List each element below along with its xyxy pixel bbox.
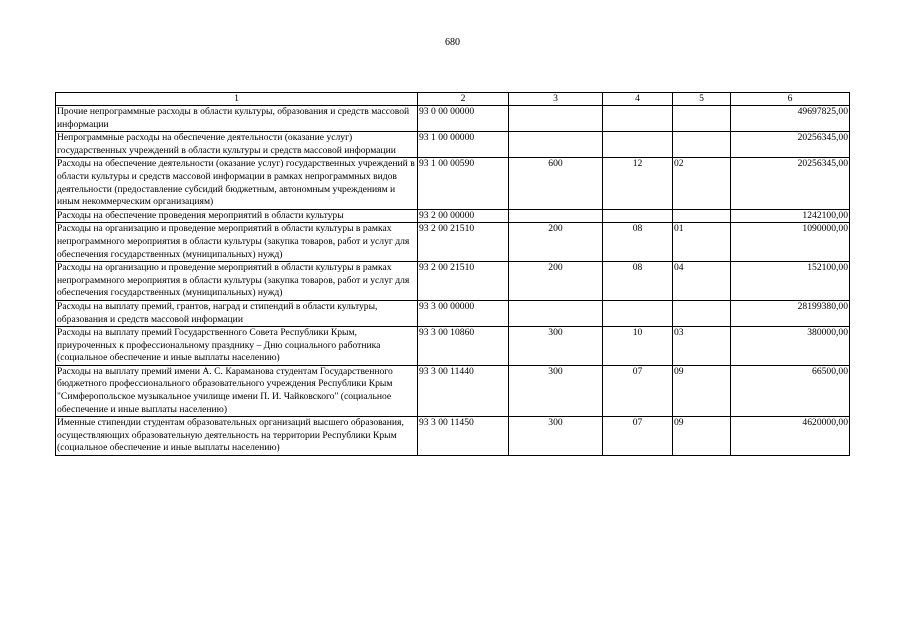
amount: 1090000,00 (731, 223, 850, 262)
subsection (673, 132, 731, 158)
expense-type: 300 (509, 417, 603, 456)
table-row (56, 417, 850, 456)
table-row (56, 106, 850, 132)
expense-type: 300 (509, 327, 603, 366)
amount: 66500,00 (731, 365, 850, 416)
subsection (673, 300, 731, 326)
amount: 1242100,00 (731, 209, 850, 223)
subsection (673, 106, 731, 132)
expense-type (509, 300, 603, 326)
column-header: 4 (603, 93, 673, 106)
target-code: 93 3 00 11440 (418, 365, 509, 416)
column-header: 2 (418, 93, 509, 106)
table-row (56, 223, 850, 262)
table-row (56, 158, 850, 209)
section: 12 (603, 158, 673, 209)
table-row (56, 262, 850, 301)
column-header: 5 (673, 93, 731, 106)
section (603, 209, 673, 223)
column-header: 3 (509, 93, 603, 106)
subsection: 02 (673, 158, 731, 209)
expense-type: 200 (509, 223, 603, 262)
subsection: 03 (673, 327, 731, 366)
target-code: 93 2 00 21510 (418, 262, 509, 301)
section: 08 (603, 262, 673, 301)
target-code: 93 2 00 00000 (418, 209, 509, 223)
amount: 20256345,00 (731, 132, 850, 158)
table-row (56, 209, 850, 223)
section (603, 106, 673, 132)
expense-name: Расходы на организацию и проведение мероприятий в области культуры в рамках непрограммного мероприятия в области культуры (закупка товаров, работ и услуг для обеспечения государственных (муниципальных) нужд) (56, 223, 418, 262)
budget-table (55, 92, 850, 456)
expense-name: Именные стипендии студентам образовательных организаций высшего образования, осуществляющих образовательную деятельность на территории Республики Крым (социальное обеспечение и иные выплаты населению) (56, 417, 418, 456)
section: 10 (603, 327, 673, 366)
expense-name: Расходы на выплату премий Государственного Совета Республики Крым, приуроченных к профессиональному празднику – Дню социального работника (социальное обеспечение и иные выплаты населению) (56, 327, 418, 366)
table-header-row (56, 93, 850, 106)
expense-name: Расходы на выплату премий имени А. С. Караманова студентам Государственного бюджетного профессионального образовательного учреждения Республики Крым "Симферопольское музыкальное училище имени П. И. Чайковского" (социальное обеспечение и иные выплаты населению) (56, 365, 418, 416)
target-code: 93 3 00 11450 (418, 417, 509, 456)
expense-type: 600 (509, 158, 603, 209)
target-code: 93 1 00 00590 (418, 158, 509, 209)
subsection: 01 (673, 223, 731, 262)
subsection (673, 209, 731, 223)
table-row (56, 300, 850, 326)
column-header: 6 (731, 93, 850, 106)
amount: 49697825,00 (731, 106, 850, 132)
section: 07 (603, 417, 673, 456)
section: 08 (603, 223, 673, 262)
table-row (56, 132, 850, 158)
amount: 4620000,00 (731, 417, 850, 456)
expense-name: Расходы на обеспечение проведения мероприятий в области культуры (56, 209, 418, 223)
table-row (56, 365, 850, 416)
expense-type: 200 (509, 262, 603, 301)
expense-name: Прочие непрограммные расходы в области культуры, образования и средств массовой информации (56, 106, 418, 132)
amount: 380000,00 (731, 327, 850, 366)
expense-name: Непрограммные расходы на обеспечение деятельности (оказание услуг) государственных учреждений в области культуры и средств массовой информации (56, 132, 418, 158)
expense-type (509, 106, 603, 132)
target-code: 93 3 00 00000 (418, 300, 509, 326)
target-code: 93 2 00 21510 (418, 223, 509, 262)
subsection: 09 (673, 365, 731, 416)
expense-name: Расходы на обеспечение деятельности (оказание услуг) государственных учреждений в области культуры и средств массовой информации в рамках непрограммных видов деятельности (предоставление субсидий бюджетным, автономным учреждениям и иным некоммерческим организациям) (56, 158, 418, 209)
section: 07 (603, 365, 673, 416)
expense-type: 300 (509, 365, 603, 416)
amount: 28199380,00 (731, 300, 850, 326)
expense-type (509, 209, 603, 223)
column-header: 1 (56, 93, 418, 106)
subsection: 04 (673, 262, 731, 301)
amount: 152100,00 (731, 262, 850, 301)
expense-name: Расходы на организацию и проведение мероприятий в области культуры в рамках непрограммного мероприятия в области культуры (закупка товаров, работ и услуг для обеспечения государственных (муниципальных) нужд) (56, 262, 418, 301)
table-row (56, 327, 850, 366)
section (603, 300, 673, 326)
amount: 20256345,00 (731, 158, 850, 209)
target-code: 93 3 00 10860 (418, 327, 509, 366)
section (603, 132, 673, 158)
expense-type (509, 132, 603, 158)
expense-name: Расходы на выплату премий, грантов, наград и стипендий в области культуры, образования и средств массовой информации (56, 300, 418, 326)
page-number: 680 (445, 37, 460, 48)
target-code: 93 0 00 00000 (418, 106, 509, 132)
subsection: 09 (673, 417, 731, 456)
target-code: 93 1 00 00000 (418, 132, 509, 158)
